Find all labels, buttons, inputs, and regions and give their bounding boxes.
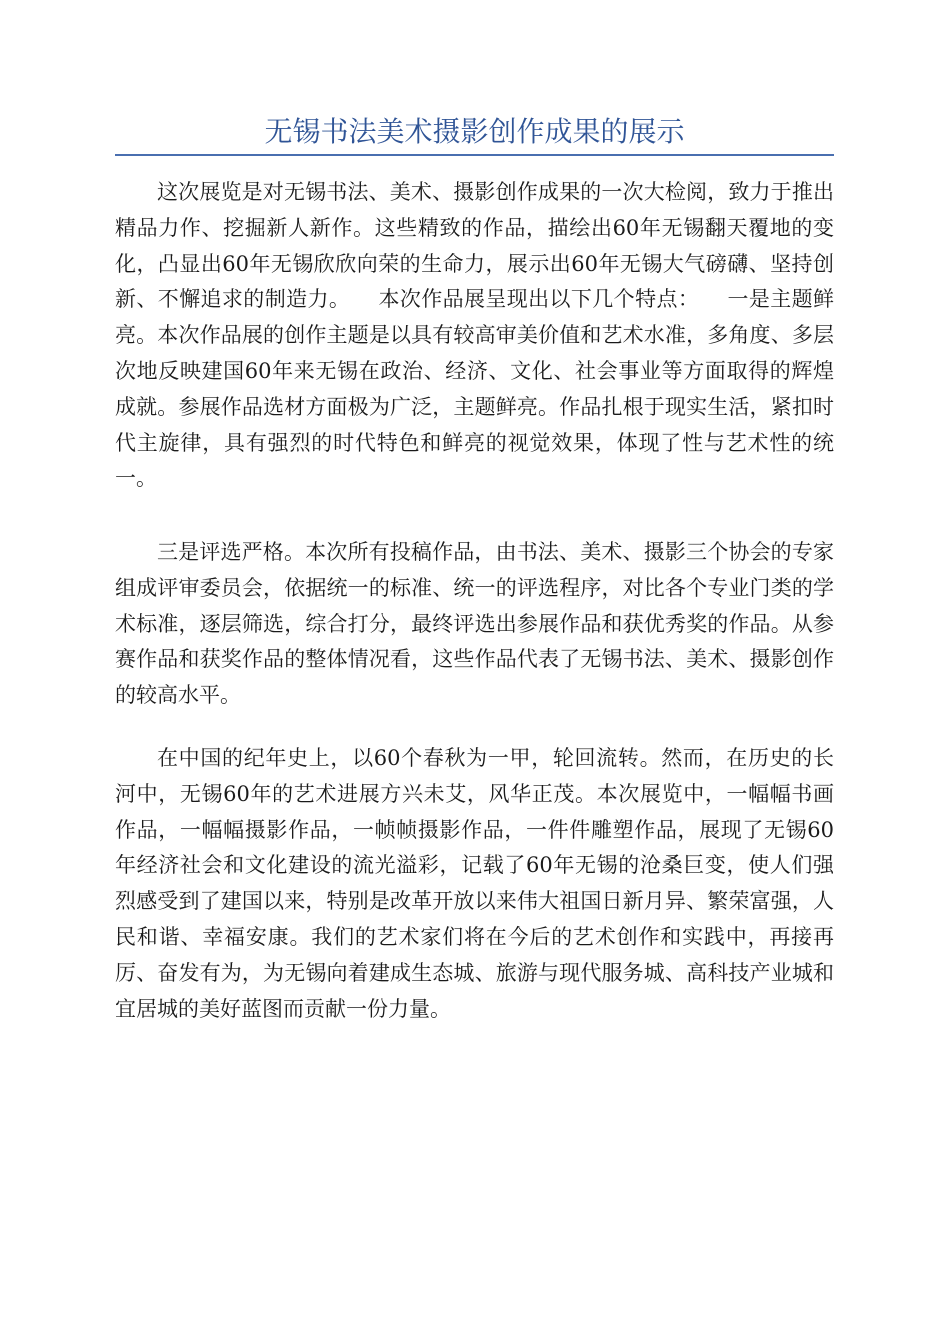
document-title: 无锡书法美术摄影创作成果的展示: [264, 115, 685, 148]
paragraph-1: 这次展览是对无锡书法、美术、摄影创作成果的一次大检阅，致力于推出精品力作、挖掘新人新作。这些精致的作品，描绘出60年无锡翻天覆地的变化，凸显出60年无锡欣欣向荣的生命力，展示出60年无锡大气磅礴、坚持创新、不懈追求的制造力。 本次作品展呈现出以下几个特点： 一是主题鲜亮。本次作品展的创作主题是以具有较高审美价值和艺术水准，多角度、多层次地反映建国60年来无锡在政治、经济、文化、社会事业等方面取得的辉煌成就。参展作品选材方面极为广泛，主题鲜亮。作品扎根于现实生活，紧扣时代主旋律，具有强烈的时代特色和鲜亮的视觉效果，体现了性与艺术性的统一。: [115, 180, 834, 491]
paragraph-2: 三是评选严格。本次所有投稿作品，由书法、美术、摄影三个协会的专家组成评审委员会，依据统一的标准、统一的评选程序，对比各个专业门类的学术标准，逐层筛选，综合打分，最终评选出参展作品和获优秀奖的作品。从参赛作品和获奖作品的整体情况看，这些作品代表了无锡书法、美术、摄影创作的较高水平。: [115, 540, 834, 708]
paragraph-3: 在中国的纪年史上，以60个春秋为一甲，轮回流转。然而，在历史的长河中，无锡60年的艺术进展方兴未艾，风华正茂。本次展览中，一幅幅书画作品，一幅幅摄影作品，一帧帧摄影作品，一件件雕塑作品，展现了无锡60年经济社会和文化建设的流光溢彩，记载了60年无锡的沧桑巨变，使人们强烈感受到了建国以来，特别是改革开放以来伟大祖国日新月异、繁荣富强，人民和谐、幸福安康。我们的艺术家们将在今后的艺术创作和实践中，再接再厉、奋发有为，为无锡向着建成生态城、旅游与现代服务城、高科技产业城和宜居城的美好蓝图而贡献一份力量。: [115, 746, 834, 1021]
title-underline: [115, 154, 834, 156]
